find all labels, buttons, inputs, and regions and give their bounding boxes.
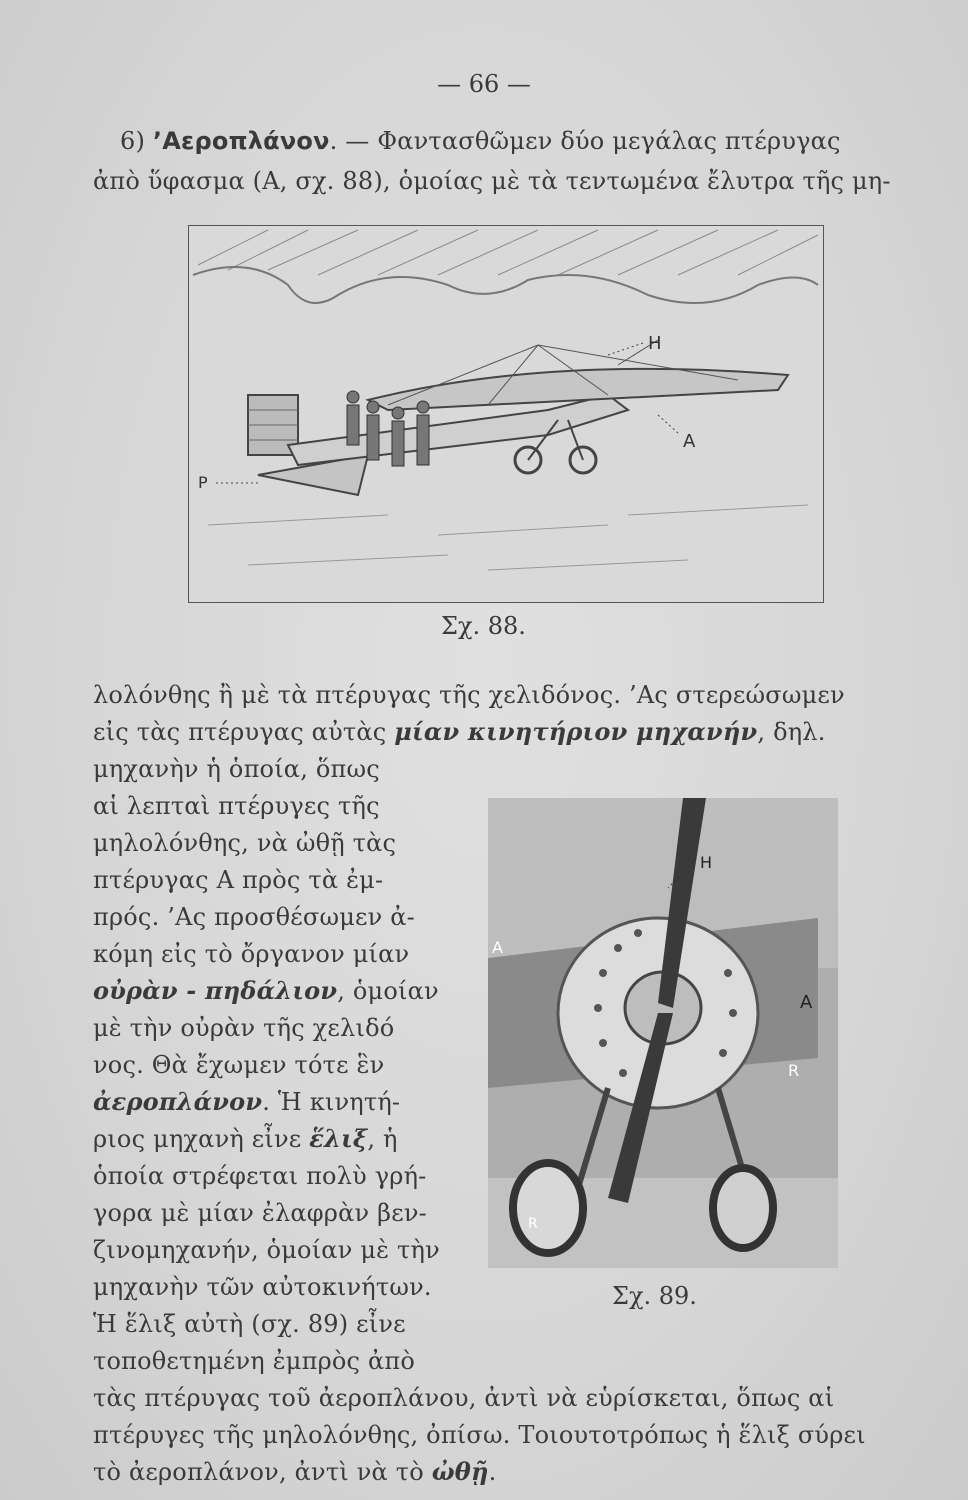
text-line-8: πτέρυγας Α πρὸς τὰ ἐμ- <box>93 866 384 894</box>
emphasis-engine: μίαν κινητήριον μηχανήν <box>394 717 758 746</box>
text-line-16: ὁποία στρέφεται πολὺ γρή- <box>93 1162 427 1190</box>
text-span: . Ἡ κινητή- <box>262 1088 401 1116</box>
text-line-4 <box>93 717 826 747</box>
text-line-21: τοποθετημένη ἐμπρὸς ἀπὸ <box>93 1347 416 1375</box>
text-line-6: αἱ λεπταὶ πτέρυγες τῆς <box>93 792 380 820</box>
text-line-3: λολόνθης ἢ μὲ τὰ πτέρυγας τῆς χελιδόνος. ’Ας στερεώσωμεν <box>93 681 845 709</box>
section-heading: ’Αεροπλάνον <box>152 127 330 155</box>
text-line-23: πτέρυγες τῆς μηλολόνθης, ὀπίσω. Τοιουτοτρόπως ἡ ἕλιξ σύρει <box>93 1421 866 1449</box>
text-line-24 <box>93 1457 497 1487</box>
emphasis-airplane: ἀεροπλάνον <box>93 1087 263 1116</box>
text-line-14 <box>93 1087 400 1117</box>
text-line-10: κόμη εἰς τὸ ὄργανον μίαν <box>93 940 410 968</box>
text-span: , ὁμοίαν <box>337 977 439 1005</box>
text-line-1 <box>120 126 841 156</box>
label-A-right: A <box>800 992 813 1013</box>
emphasis-push: ὠθῇ <box>431 1457 489 1486</box>
figure-89 <box>488 798 838 1268</box>
text-span: ριος μηχανὴ εἶνε <box>93 1125 310 1153</box>
text-span: . <box>488 1458 497 1486</box>
text-line-19: μηχανὴν τῶν αὐτοκινήτων. <box>93 1273 432 1301</box>
text-line-17: γορα μὲ μίαν ἐλαφρὰν βεν- <box>93 1199 427 1227</box>
text-line-20: Ἡ ἕλιξ αὐτὴ (σχ. 89) εἶνε <box>93 1310 406 1338</box>
text-line-9: πρός. ’Ας προσθέσωμεν ἀ- <box>93 903 415 931</box>
text-span: . — Φαντασθῶμεν δύο μεγάλας πτέρυγας <box>329 127 841 155</box>
text-line-13: νος. Θὰ ἔχωμεν τότε ἓν <box>93 1051 385 1079</box>
text-line-5: μηχανὴν ἡ ὁποία, ὅπως <box>93 755 380 783</box>
label-R-wheel: R <box>528 1216 538 1232</box>
text-line-22: τὰς πτέρυγας τοῦ ἀεροπλάνου, ἀντὶ νὰ εὑρίσκεται, ὅπως αἱ <box>93 1384 835 1412</box>
label-H: H <box>700 853 713 872</box>
text-line-7: μηλολόνθης, νὰ ὠθῇ τὰς <box>93 829 397 857</box>
label-P: P <box>198 473 208 492</box>
text-line-2: ἀπὸ ὕφασμα (Α, σχ. 88), ὁμοίας μὲ τὰ τεντωμένα ἔλυτρα τῆς μη- <box>93 167 891 195</box>
label-A-left: A <box>492 938 503 957</box>
figure-88-caption: Σχ. 88. <box>441 612 526 640</box>
label-A: A <box>683 431 696 452</box>
emphasis-propeller: ἕλιξ <box>309 1124 368 1153</box>
text-span: , ἡ <box>367 1125 398 1153</box>
section-number: 6) <box>120 127 153 155</box>
propeller-photo <box>488 798 838 1268</box>
text-span: τὸ ἀεροπλάνον, ἀντὶ νὰ τὸ <box>93 1458 432 1486</box>
text-line-15 <box>93 1124 398 1154</box>
text-line-12: μὲ τὴν οὐρὰν τῆς χελιδό <box>93 1014 395 1042</box>
page-number: — 66 — <box>437 70 531 98</box>
label-R-right: R <box>788 1061 800 1080</box>
label-H: H <box>648 333 662 354</box>
figure-88 <box>188 225 824 603</box>
airplane-illustration <box>188 225 824 603</box>
text-line-11 <box>93 976 439 1006</box>
text-span: εἰς τὰς πτέρυγας αὐτὰς <box>93 718 395 746</box>
text-span: , δηλ. <box>757 718 826 746</box>
text-line-18: ζινομηχανήν, ὁμοίαν μὲ τὴν <box>93 1236 440 1264</box>
figure-89-caption: Σχ. 89. <box>612 1282 697 1310</box>
emphasis-tail-rudder: οὐρὰν - πηδάλιον <box>93 976 338 1005</box>
